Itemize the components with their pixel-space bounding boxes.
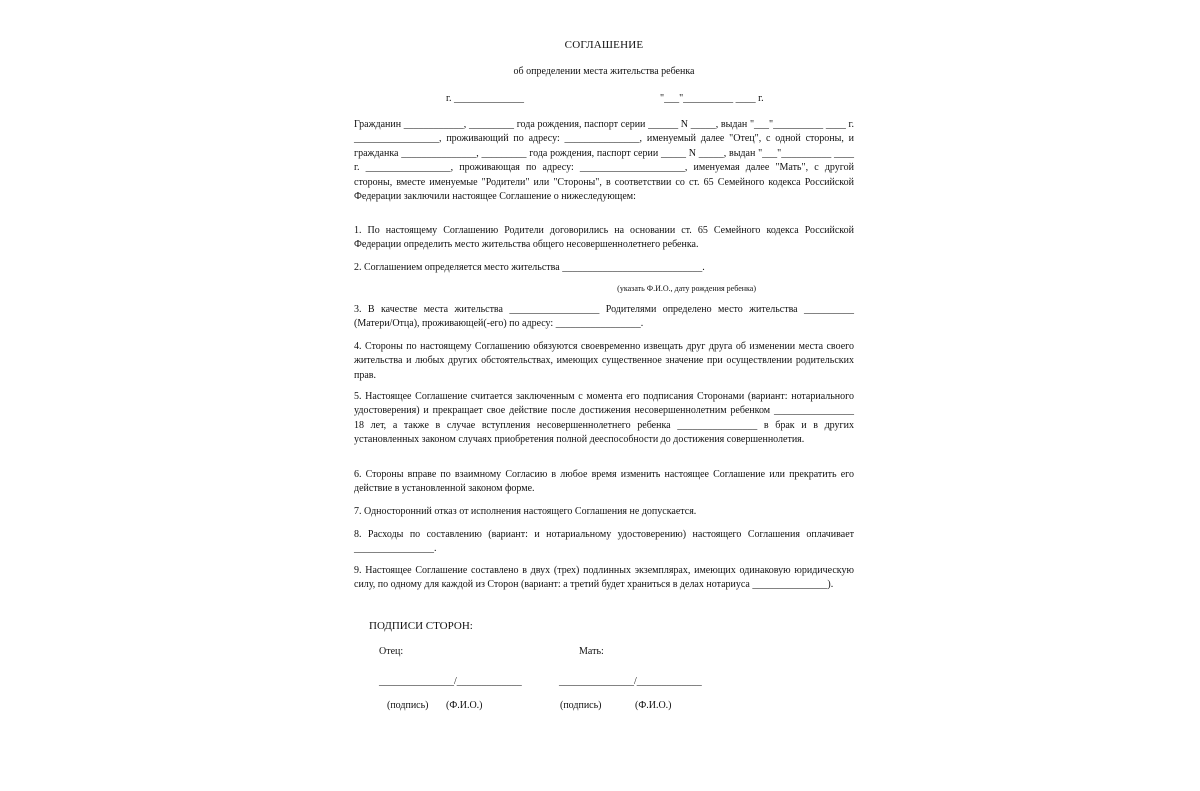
date-field: "___"__________ ____ г.	[660, 93, 764, 104]
document-page	[354, 0, 854, 791]
paragraph-3: 3. В качестве места жительства __________________ Родителями определено место жительства __________ (Матери/Отца), проживающей(-его) по адресу: _________________.	[354, 304, 854, 330]
paragraph-8: 8. Расходы по составлению (вариант: и нотариальному удостоверению) настоящего Соглашения оплачивает ________________.	[354, 529, 854, 555]
father-signature-caption: (подпись)	[387, 700, 429, 711]
mother-name-caption: (Ф.И.О.)	[635, 700, 672, 711]
paragraph-1: 1. По настоящему Соглашению Родители договорились на основании ст. 65 Семейного кодекса Российской Федерации определить место жительства общего несовершеннолетнего ребенка.	[354, 225, 854, 251]
city-field: г. ______________	[446, 93, 524, 104]
paragraph-parties: Гражданин ____________, _________ года рождения, паспорт серии ______ N _____, выдан "___"__________ ____ г. _________________, проживающий по адресу: _______________, именуемый далее "Отец", с одной стороны, и гражданка _______________, _________ года рождения, паспорт серии _____ N _____, выдан "___"__________ ____ г. _________________, проживающая по адресу: _____________________, именуемая далее "Мать", с другой стороны, вместе именуемые "Родители" или "Стороны", в соответствии со ст. 65 Семейного кодекса Российской Федерации заключили настоящее Соглашение о нижеследующем:	[354, 119, 854, 203]
document-title: СОГЛАШЕНИЕ	[564, 39, 644, 51]
paragraph-7: 7. Односторонний отказ от исполнения настоящего Соглашения не допускается.	[354, 506, 697, 517]
mother-signature-line: _______________/_____________	[559, 676, 702, 687]
paragraph-5: 5. Настоящее Соглашение считается заключенным с момента его подписания Сторонами (вариант: нотариального удостоверения) и прекращает свое действие после достижения несовершеннолетним ребенком ________________ 18 лет, а также в случае вступления несовершеннолетнего ребенка ________________ в брак и в других установленных законом случаях приобретения полной дееспособности до достижения совершеннолетия.	[354, 391, 854, 446]
mother-label: Мать:	[579, 646, 604, 657]
paragraph-4: 4. Стороны по настоящему Соглашению обязуются своевременно извещать друг друга об изменении места своего жительства и любых других обстоятельствах, имеющих существенное значение при осуществлении родительских прав.	[354, 341, 854, 381]
father-signature-line: _______________/_____________	[379, 676, 522, 687]
father-name-caption: (Ф.И.О.)	[446, 700, 483, 711]
child-info-note: (указать Ф.И.О., дату рождения ребенка)	[617, 284, 756, 293]
document-subtitle: об определении места жительства ребенка	[513, 66, 695, 77]
father-label: Отец:	[379, 646, 404, 657]
mother-signature-caption: (подпись)	[560, 700, 602, 711]
signatures-title: ПОДПИСИ СТОРОН:	[369, 620, 473, 632]
paragraph-2: 2. Соглашением определяется место жительства ____________________________.	[354, 262, 705, 273]
paragraph-9: 9. Настоящее Соглашение составлено в двух (трех) подлинных экземплярах, имеющих одинаковую юридическую силу, по одному для каждой из Сторон (вариант: а третий будет храниться в делах нотариуса _______________).	[354, 565, 854, 591]
paragraph-6: 6. Стороны вправе по взаимному Согласию в любое время изменить настоящее Соглашение или прекратить его действие в установленной законом форме.	[354, 469, 854, 495]
